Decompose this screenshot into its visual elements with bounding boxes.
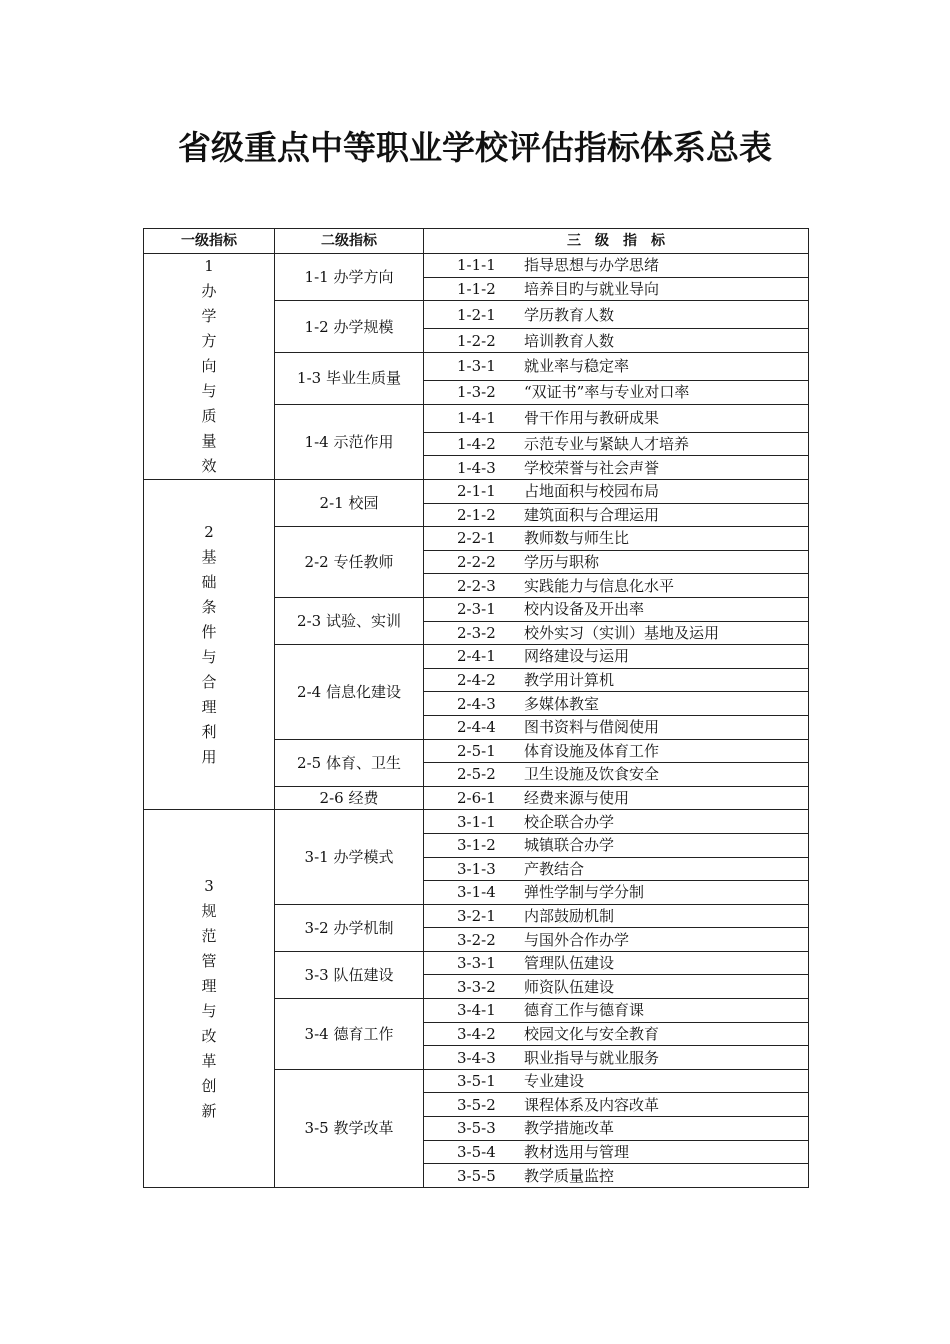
level3-label: 就业率与稳定率 [524, 357, 630, 376]
level1-cell [144, 254, 275, 480]
level3-code: 3-4-2 [457, 1024, 496, 1043]
level3-label: 实践能力与信息化水平 [524, 576, 675, 595]
level3-label: 建筑面积与合理运用 [524, 505, 660, 524]
level2-cell: 3-3 队伍建设 [275, 951, 424, 998]
level3-code: 3-3-1 [457, 954, 496, 973]
level3-cell [424, 857, 809, 881]
level3-label: 教材选用与管理 [524, 1142, 630, 1161]
level3-code: 3-5-3 [457, 1119, 496, 1138]
level3-cell [424, 786, 809, 810]
level3-cell [424, 739, 809, 763]
level3-label: 与国外合作办学 [524, 930, 630, 949]
level3-code: 3-2-1 [457, 906, 496, 925]
level3-code: 2-5-2 [457, 765, 496, 784]
level3-label: 教学质量监控 [524, 1166, 615, 1185]
level3-label: 校企联合办学 [524, 812, 615, 831]
level2-cell: 3-2 办学机制 [275, 904, 424, 951]
level2-cell: 2-1 校园 [275, 480, 424, 527]
level3-code: 1-3-1 [457, 357, 496, 376]
level3-cell [424, 329, 809, 353]
level3-code: 2-4-3 [457, 694, 496, 713]
level2-cell: 2-5 体育、卫生 [275, 739, 424, 786]
level3-cell [424, 550, 809, 574]
level2-cell: 2-2 专任教师 [275, 527, 424, 598]
level3-cell [424, 352, 809, 380]
header-level1: 一级指标 [144, 229, 275, 254]
level2-cell: 1-2 办学规模 [275, 301, 424, 353]
level3-cell [424, 715, 809, 739]
level2-cell: 1-4 示范作用 [275, 404, 424, 479]
level3-label: 卫生设施及饮食安全 [524, 765, 660, 784]
level3-code: 3-1-4 [457, 883, 496, 902]
level3-label: 专业建设 [524, 1072, 585, 1091]
level2-cell: 2-4 信息化建设 [275, 645, 424, 739]
level3-cell [424, 692, 809, 716]
indicator-table [143, 228, 809, 1188]
level2-cell: 1-1 办学方向 [275, 254, 424, 301]
level3-cell [424, 597, 809, 621]
level3-label: 骨干作用与教研成果 [524, 409, 660, 428]
level3-code: 2-4-1 [457, 647, 496, 666]
level3-code: 1-4-3 [457, 458, 496, 477]
level3-label: 校园文化与安全教育 [524, 1024, 660, 1043]
level3-code: 2-5-1 [457, 741, 496, 760]
level3-code: 3-3-2 [457, 977, 496, 996]
level3-cell [424, 381, 809, 405]
table-row [144, 254, 809, 278]
level3-label: 示范专业与紧缺人才培养 [524, 435, 690, 454]
level3-label: 内部鼓励机制 [524, 906, 615, 925]
level3-label: 指导思想与办学思绪 [524, 256, 660, 275]
level3-cell [424, 621, 809, 645]
level3-code: 1-4-1 [457, 409, 496, 428]
level3-label: 学历教育人数 [524, 305, 615, 324]
level3-code: 2-1-2 [457, 505, 496, 524]
level3-label: 图书资料与借阅使用 [524, 718, 660, 737]
level3-cell [424, 432, 809, 456]
table-row [144, 480, 809, 504]
level3-code: 2-1-1 [457, 482, 496, 501]
level3-cell [424, 999, 809, 1023]
level3-cell [424, 254, 809, 278]
level3-code: 3-5-4 [457, 1142, 496, 1161]
level3-label: 教师数与师生比 [524, 529, 630, 548]
level3-label: 教学用计算机 [524, 671, 615, 690]
level2-cell: 1-3 毕业生质量 [275, 352, 424, 404]
level3-code: 2-3-2 [457, 623, 496, 642]
level3-label: 体育设施及体育工作 [524, 741, 660, 760]
level3-cell [424, 1046, 809, 1070]
level3-label: 经费来源与使用 [524, 789, 630, 808]
level3-code: 1-3-2 [457, 383, 496, 402]
level3-cell [424, 881, 809, 905]
level3-code: 1-1-1 [457, 256, 496, 275]
level3-cell [424, 645, 809, 669]
level3-cell [424, 1164, 809, 1188]
level3-label: 培训教育人数 [524, 331, 615, 350]
level3-code: 3-1-1 [457, 812, 496, 831]
level3-cell [424, 277, 809, 301]
level2-cell: 2-3 试验、实训 [275, 597, 424, 644]
level3-cell [424, 1140, 809, 1164]
level3-label: 职业指导与就业服务 [524, 1048, 660, 1067]
level3-cell [424, 1069, 809, 1093]
level3-code: 2-4-4 [457, 718, 496, 737]
level3-label: 师资队伍建设 [524, 977, 615, 996]
level3-label: 教学措施改革 [524, 1119, 615, 1138]
level3-cell [424, 574, 809, 598]
level2-cell: 3-5 教学改革 [275, 1069, 424, 1187]
level3-code: 1-4-2 [457, 435, 496, 454]
level3-cell [424, 951, 809, 975]
level3-cell [424, 527, 809, 551]
level3-code: 3-1-3 [457, 859, 496, 878]
level3-label: 弹性学制与学分制 [524, 883, 645, 902]
table-row [144, 810, 809, 834]
level3-code: 3-2-2 [457, 930, 496, 949]
level3-code: 3-1-2 [457, 836, 496, 855]
level3-label: 校内设备及开出率 [524, 600, 645, 619]
level3-label: 课程体系及内容改革 [524, 1095, 660, 1114]
level3-code: 3-5-5 [457, 1166, 496, 1185]
level2-cell: 2-6 经费 [275, 786, 424, 810]
level3-label: 校外实习（实训）基地及运用 [524, 623, 720, 642]
level3-cell [424, 904, 809, 928]
level3-cell [424, 1093, 809, 1117]
level3-code: 3-4-3 [457, 1048, 496, 1067]
level3-cell [424, 668, 809, 692]
level3-cell [424, 1022, 809, 1046]
level1-text: 2基础条件与合理利用 [201, 522, 217, 766]
header-level2: 二级指标 [275, 229, 424, 254]
level3-cell [424, 1117, 809, 1141]
level3-cell [424, 456, 809, 480]
level1-cell [144, 480, 275, 810]
level3-cell [424, 301, 809, 329]
level3-code: 3-4-1 [457, 1001, 496, 1020]
level3-code: 1-2-1 [457, 305, 496, 324]
level3-code: 2-2-1 [457, 529, 496, 548]
level3-label: “双证书”率与专业对口率 [524, 383, 690, 402]
level2-cell: 3-1 办学模式 [275, 810, 424, 904]
level3-label: 产教结合 [524, 859, 585, 878]
level3-label: 城镇联合办学 [524, 836, 615, 855]
level3-cell [424, 503, 809, 527]
level2-cell: 3-4 德育工作 [275, 999, 424, 1070]
level1-cell [144, 810, 275, 1188]
level3-cell [424, 763, 809, 787]
level1-text: 3规范管理与改革创新 [201, 876, 217, 1120]
level3-label: 管理队伍建设 [524, 954, 615, 973]
header-row [144, 229, 809, 254]
table-body [144, 254, 809, 1188]
level3-label: 学校荣誉与社会声誉 [524, 458, 660, 477]
level3-cell [424, 833, 809, 857]
level3-code: 2-4-2 [457, 671, 496, 690]
level3-code: 3-5-1 [457, 1072, 496, 1091]
level3-cell [424, 404, 809, 432]
level3-code: 2-3-1 [457, 600, 496, 619]
level3-code: 2-2-2 [457, 553, 496, 572]
level3-label: 占地面积与校园布局 [524, 482, 660, 501]
header-level3: 三 级 指 标 [424, 229, 809, 254]
level3-label: 多媒体教室 [524, 694, 600, 713]
level3-code: 2-2-3 [457, 576, 496, 595]
level3-cell [424, 928, 809, 952]
level3-cell [424, 480, 809, 504]
level3-code: 1-1-2 [457, 279, 496, 298]
level1-text: 1办学方向与质量效 [201, 257, 217, 475]
page-title: 省级重点中等职业学校评估指标体系总表 [178, 128, 772, 167]
level3-label: 网络建设与运用 [524, 647, 630, 666]
level3-label: 学历与职称 [524, 553, 600, 572]
level3-code: 3-5-2 [457, 1095, 496, 1114]
level3-label: 培养目旳与就业导向 [524, 279, 660, 298]
level3-code: 1-2-2 [457, 331, 496, 350]
level3-code: 2-6-1 [457, 789, 496, 808]
level3-cell [424, 810, 809, 834]
level3-cell [424, 975, 809, 999]
level3-label: 德育工作与德育课 [524, 1001, 645, 1020]
